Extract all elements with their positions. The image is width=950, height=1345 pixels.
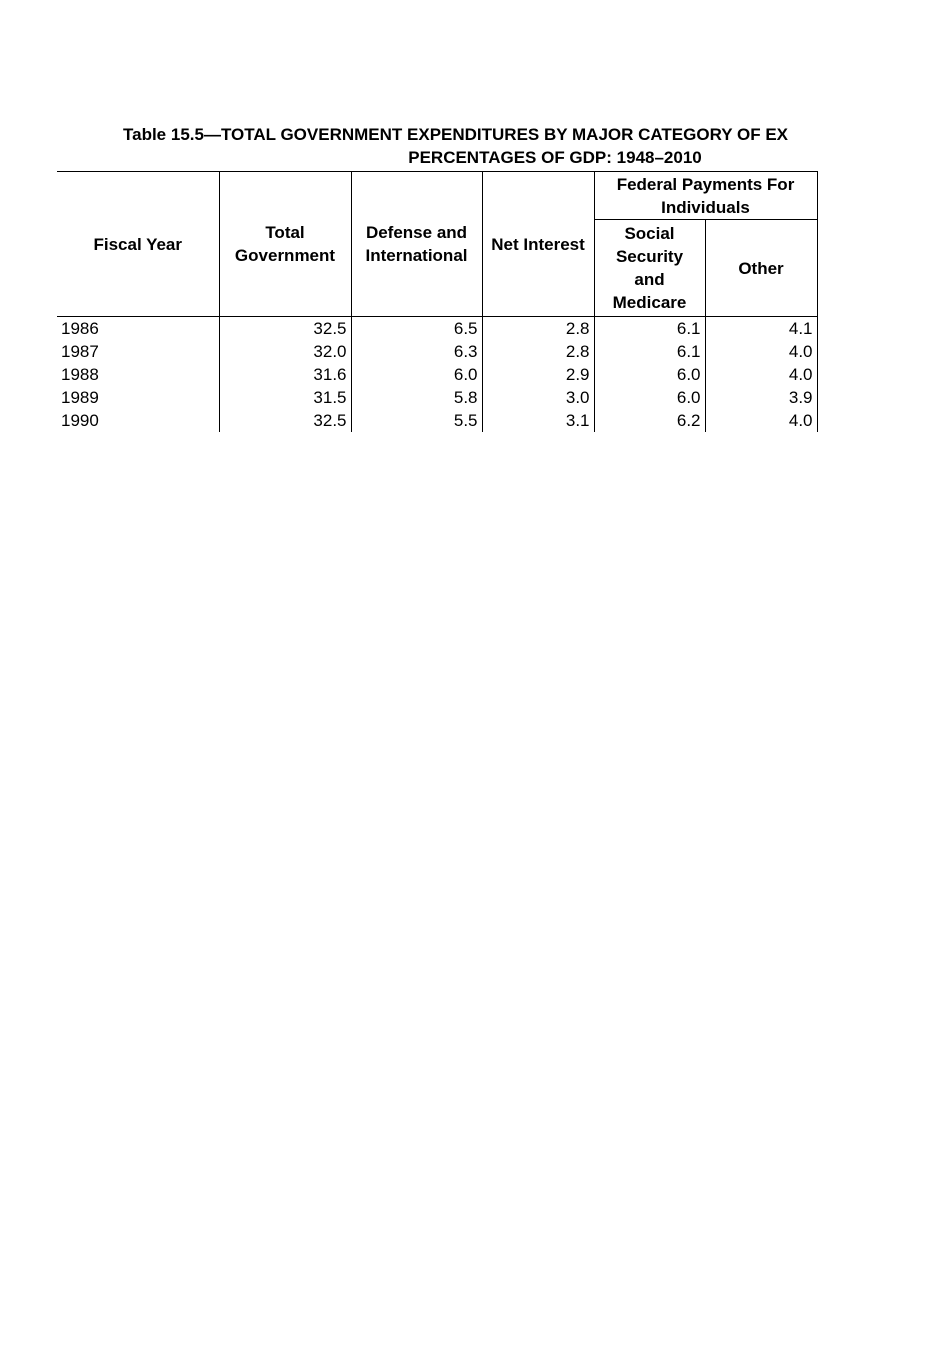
header-fiscal-year: Fiscal Year xyxy=(57,172,219,317)
cell-social-security: 6.0 xyxy=(594,363,705,386)
cell-defense: 5.8 xyxy=(351,386,482,409)
cell-total-government: 32.5 xyxy=(219,317,351,341)
table-row xyxy=(57,363,817,386)
cell-total-government: 31.6 xyxy=(219,363,351,386)
header-total-government: Total Government xyxy=(219,172,351,317)
header-other: Other xyxy=(705,220,817,317)
cell-net-interest: 3.0 xyxy=(482,386,594,409)
cell-net-interest: 3.1 xyxy=(482,409,594,432)
cell-defense: 6.5 xyxy=(351,317,482,341)
table-row xyxy=(57,317,817,341)
table-row xyxy=(57,409,817,432)
cell-social-security: 6.1 xyxy=(594,340,705,363)
header-defense-international: Defense and International xyxy=(351,172,482,317)
cell-other: 4.0 xyxy=(705,340,817,363)
table-row xyxy=(57,386,817,409)
cell-year: 1987 xyxy=(61,342,99,361)
table-title-line2: PERCENTAGES OF GDP: 1948–2010 xyxy=(408,148,702,167)
cell-year: 1988 xyxy=(61,365,99,384)
cell-social-security: 6.2 xyxy=(594,409,705,432)
cell-year: 1989 xyxy=(61,388,99,407)
expenditures-table xyxy=(57,171,818,432)
cell-year: 1990 xyxy=(61,411,99,430)
cell-other: 4.0 xyxy=(705,409,817,432)
cell-other: 4.1 xyxy=(705,317,817,341)
cell-total-government: 31.5 xyxy=(219,386,351,409)
cell-defense: 6.3 xyxy=(351,340,482,363)
cell-year: 1986 xyxy=(61,319,99,338)
cell-total-government: 32.5 xyxy=(219,409,351,432)
cell-defense: 5.5 xyxy=(351,409,482,432)
header-net-interest: Net Interest xyxy=(482,172,594,317)
header-social-security-medicare: Social Security and Medicare xyxy=(594,220,705,317)
cell-other: 4.0 xyxy=(705,363,817,386)
cell-other: 3.9 xyxy=(705,386,817,409)
cell-net-interest: 2.8 xyxy=(482,317,594,341)
cell-defense: 6.0 xyxy=(351,363,482,386)
cell-net-interest: 2.9 xyxy=(482,363,594,386)
cell-social-security: 6.0 xyxy=(594,386,705,409)
header-federal-payments: Federal Payments For Individuals xyxy=(594,172,817,220)
cell-net-interest: 2.8 xyxy=(482,340,594,363)
cell-total-government: 32.0 xyxy=(219,340,351,363)
table-title-line1: Table 15.5—TOTAL GOVERNMENT EXPENDITURES BY MAJOR CATEGORY OF EX xyxy=(123,125,789,144)
cell-social-security: 6.1 xyxy=(594,317,705,341)
table-row xyxy=(57,340,817,363)
